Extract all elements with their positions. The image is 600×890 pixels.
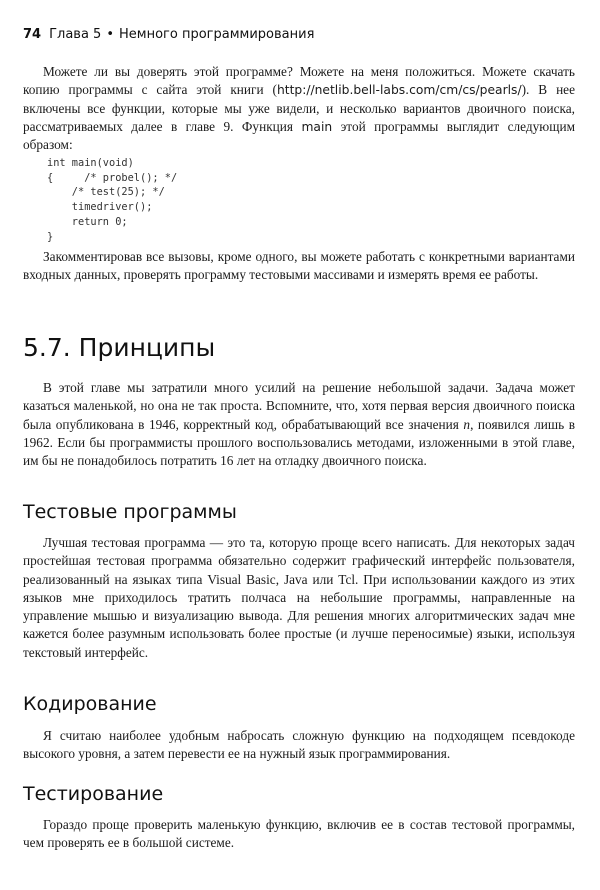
section-text-a: В этой главе мы затратили много усилий на решение небольшой задачи. Задача может казаться маленькой, но она не так проста. Вспомните, что, хотя первая версия двоичного поиска была опубликована в 1946, корректный код, обрабатывающий все значения: [23, 380, 575, 432]
test-programs-paragraph: Лучшая тестовая программа — это та, которую проще всего написать. Для некоторых задач простейшая тестовая программа обязательно содержит графический интерфейс пользователя, реализованный на языках типа Visual Basic, Java или Tcl. При использовании каждого из этих языков мне приходилось тратить полчаса на небольшие программы, направленные на управление мышью и визуализацию вывода. Для решения многих алгоритмических задач мне кажется более разумным использовать более простые (и лучше переносимые) языки, используя текстовый интерфейс.: [23, 535, 575, 660]
section-text-b: , появился лишь в 1962. Если бы программисты прошлого воспользовались методами, изложенными в этой главе, им бы не понадобилось потратить 16 лет на отладку двоичного поиска.: [23, 416, 576, 469]
page-number: 74: [23, 27, 42, 42]
subheading-testing: Тестирование: [23, 783, 164, 805]
chapter-label: Глава 5: [49, 27, 102, 42]
intro-paragraph: [23, 63, 575, 154]
subheading-test-programs: Тестовые программы: [23, 501, 237, 523]
coding-paragraph: Я считаю наиболее удобным набросать сложную функцию на подходящем псевдокоде высокого уровня, а затем перевести ее на нужный язык программирования.: [23, 728, 575, 762]
intro-text-c: этой программы выглядит следующим образом:: [23, 118, 575, 153]
after-code-paragraph: Закомментировав все вызовы, кроме одного, вы можете работать с конкретными вариантами входных данных, проверять программу тестовыми массивами и измерять время ее работы.: [23, 249, 575, 283]
section-heading: 5.7. Принципы: [23, 333, 216, 362]
intro-text-b: ). В нее включены все функции, которые мы уже видели, и несколько вариантов двоичного поиска, рассматриваемых далее в главе 9. Функция: [23, 82, 575, 134]
chapter-title: Немного программирования: [119, 27, 315, 42]
intro-text-a: Можете ли вы доверять этой программе? Можете на меня положиться. Можете скачать копию программы с сайта этой книги (: [23, 64, 575, 98]
book-url: http://netlib.bell-labs.com/cm/cs/pearls/: [276, 83, 522, 98]
inline-code-main: main: [301, 119, 333, 134]
variable-n: n: [463, 416, 471, 432]
running-head: [23, 27, 314, 42]
code-listing: int main(void) { /* probel(); */ /* test(25); */ timedriver(); return 0; }: [47, 157, 178, 243]
section-paragraph: [23, 379, 575, 470]
header-bullet: •: [106, 27, 115, 42]
testing-paragraph: Гораздо проще проверить маленькую функцию, включив ее в состав тестовой программы, чем проверять ее в большой системе.: [23, 817, 575, 851]
subheading-coding: Кодирование: [23, 693, 157, 715]
